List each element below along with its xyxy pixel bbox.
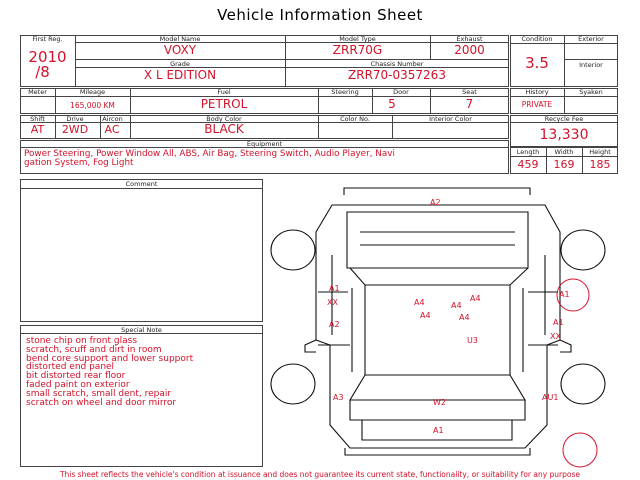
body-color-value: BLACK <box>204 122 244 136</box>
rear-left-wheel <box>271 230 315 270</box>
damage-mark: A4 <box>420 311 431 320</box>
height-label: Height <box>589 148 611 156</box>
grade-label: Grade <box>170 60 190 68</box>
width-value: 169 <box>553 158 575 171</box>
special-note-label: Special Note <box>121 326 162 334</box>
equipment-line-2: gation System, Fog Light <box>24 158 134 168</box>
disclaimer-footer: This sheet reflects the vehicle's condition at issuance and does not guarantee its current state, functionality, or suitability for any purpose <box>59 470 581 479</box>
front-bumper-outline <box>345 448 530 455</box>
length-value: 459 <box>517 158 539 171</box>
comment-box <box>20 179 263 322</box>
rear-bumper-outline <box>344 188 530 195</box>
rear-hatch <box>347 212 528 268</box>
fuel-label: Fuel <box>217 88 231 96</box>
front-left-wheel <box>271 364 315 404</box>
door-value: 5 <box>388 97 396 111</box>
damage-mark: A1 <box>559 290 570 299</box>
rear-right-wheel <box>561 230 605 270</box>
damage-mark: A3 <box>333 393 344 402</box>
shift-label: Shift <box>30 115 45 123</box>
first-reg-label: First Reg. <box>32 35 63 43</box>
interior-label: Interior <box>579 61 603 69</box>
exhaust-label: Exhaust <box>456 35 483 43</box>
mileage-value: 165,000 KM <box>70 101 115 110</box>
rear-glass <box>350 268 528 285</box>
damage-mark: A1 <box>433 426 444 435</box>
aircon-label: Aircon <box>102 115 123 123</box>
special-note-item: scratch on wheel and door mirror <box>26 397 177 408</box>
aircon-value: AC <box>104 123 120 136</box>
special-note-item: bend core support and lower support <box>26 353 194 364</box>
height-value: 185 <box>589 158 611 171</box>
equipment-line-1: Power Steering, Power Window All, ABS, Air Bag, Steering Switch, Audio Player, Navi <box>24 149 395 159</box>
damage-mark: A1 <box>329 284 340 293</box>
meter-label: Meter <box>28 88 47 96</box>
door-label: Door <box>393 88 409 96</box>
special-note-item: bit distorted rear floor <box>26 371 126 382</box>
condition-label: Condition <box>521 35 553 43</box>
steering-label: Steering <box>331 88 359 96</box>
damage-mark: A4 <box>451 301 462 310</box>
damage-mark: A2 <box>329 320 340 329</box>
shift-value: AT <box>30 123 45 136</box>
damage-mark: XX <box>550 332 561 341</box>
condition-value: 3.5 <box>525 54 549 72</box>
history-label: History <box>525 88 549 96</box>
damage-mark: A4 <box>459 313 470 322</box>
history-value: PRIVATE <box>521 100 553 109</box>
damage-circle-right-front <box>563 433 597 467</box>
special-note-item: faded paint on exterior <box>26 379 130 390</box>
width-label: Width <box>554 148 574 156</box>
front-right-wheel <box>561 364 605 404</box>
model-type-value: ZRR70G <box>332 43 383 57</box>
recycle-fee-value: 13,330 <box>539 127 589 143</box>
exhaust-value: 2000 <box>454 43 485 57</box>
damage-mark: U3 <box>467 336 478 345</box>
damage-mark: A2 <box>430 198 441 207</box>
windshield <box>350 375 525 400</box>
body-color-label: Body Color <box>206 115 242 123</box>
damage-mark: XX <box>327 298 338 307</box>
special-note-list <box>26 337 262 407</box>
comment-label: Comment <box>125 180 158 188</box>
grade-value: X L EDITION <box>143 68 217 82</box>
sheet-title: Vehicle Information Sheet <box>217 6 423 24</box>
fuel-value: PETROL <box>200 97 248 111</box>
mileage-label: Mileage <box>79 88 106 96</box>
damage-mark: W2 <box>433 398 446 407</box>
roof-outline <box>365 285 510 375</box>
seat-value: 7 <box>465 97 474 111</box>
seat-label: Seat <box>462 88 477 96</box>
recycle-fee-label: Recycle Fee <box>544 115 584 123</box>
special-note-item: small scratch, small dent, repair <box>26 388 172 399</box>
model-name-value: VOXY <box>163 43 197 57</box>
car-damage-diagram <box>268 180 618 468</box>
drive-value: 2WD <box>61 123 89 136</box>
syaken-label: Syaken <box>579 88 603 96</box>
first-reg-year: 2010 <box>28 48 67 66</box>
model-name-label: Model Name <box>159 35 201 43</box>
damage-mark: A4 <box>470 294 481 303</box>
damage-mark: A1 <box>553 318 564 327</box>
special-note-item: scratch, scuff and dirt in room <box>26 344 162 355</box>
length-label: Length <box>516 148 540 156</box>
damage-mark: AU1 <box>542 393 559 402</box>
chassis-number-label: Chassis Number <box>370 60 424 68</box>
model-type-label: Model Type <box>339 35 376 43</box>
chassis-number-value: ZRR70-0357263 <box>348 68 446 82</box>
interior-color-label: Interior Color <box>429 115 472 123</box>
drive-label: Drive <box>66 115 84 123</box>
color-no-label: Color No. <box>340 115 370 123</box>
special-note-item: stone chip on front glass <box>26 336 138 346</box>
damage-mark: A4 <box>414 298 425 307</box>
exterior-label: Exterior <box>578 35 604 43</box>
first-reg-month: /8 <box>35 63 50 81</box>
special-note-item: distorted end panel <box>26 362 115 373</box>
equipment-label: Equipment <box>246 140 283 148</box>
